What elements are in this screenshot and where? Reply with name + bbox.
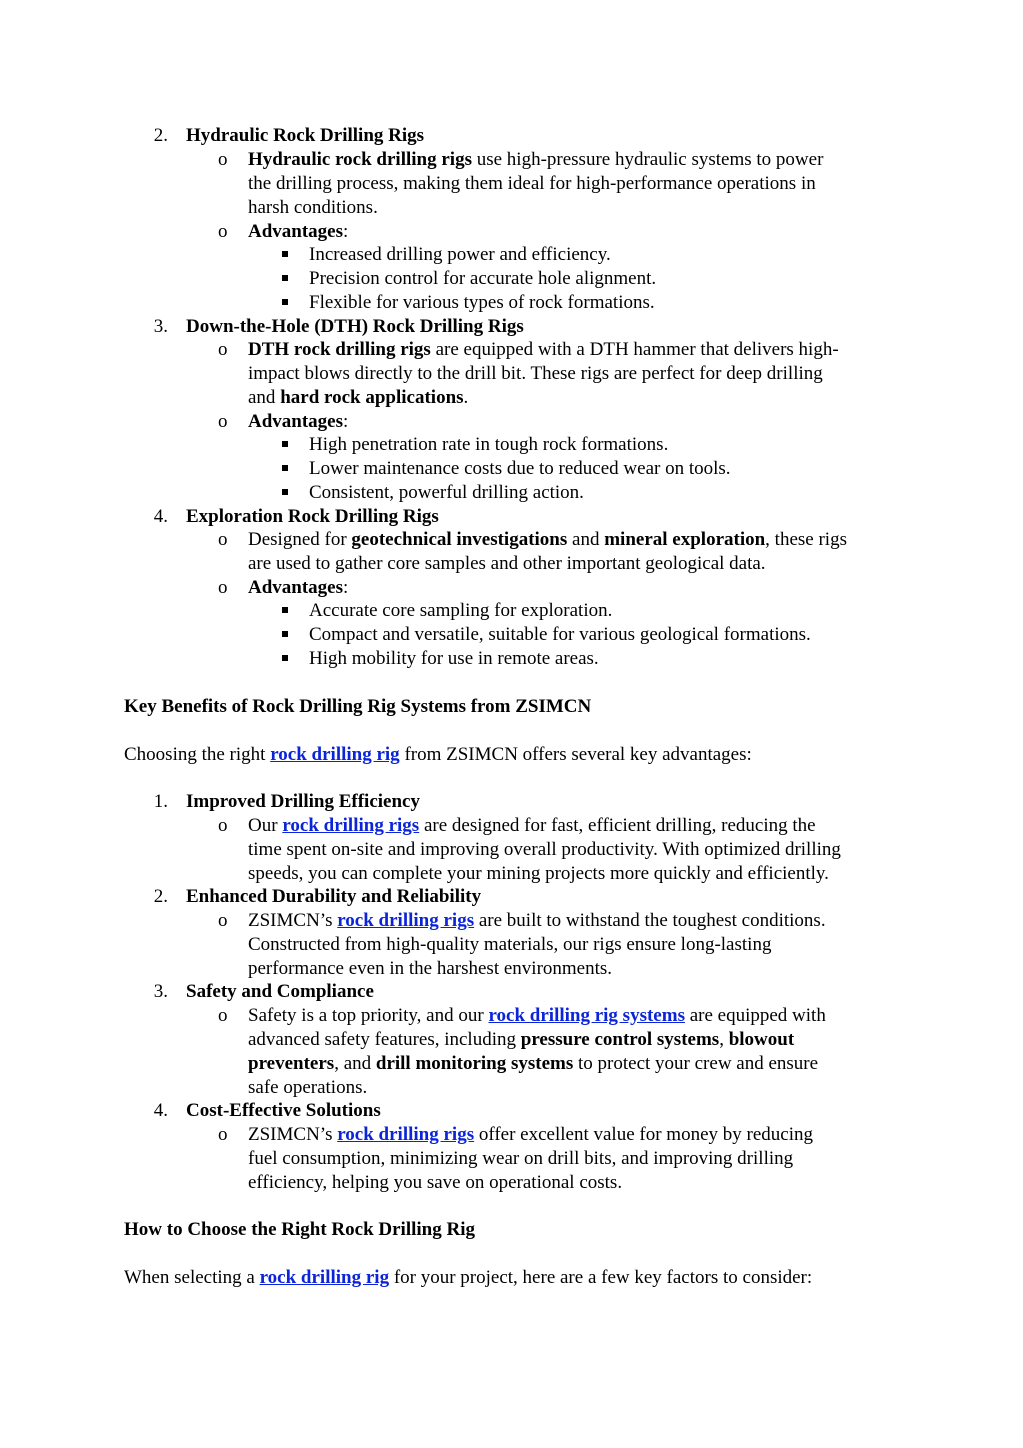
paragraph-line: time spent on-site and improving overall productivity. With optimized drilling xyxy=(248,839,841,860)
list-number: 3. xyxy=(153,981,168,1002)
square-bullet-icon xyxy=(282,465,288,471)
paragraph-line: performance even in the harshest environments. xyxy=(248,958,613,979)
section-heading: Safety and Compliance xyxy=(186,981,374,1002)
paragraph-line: the drilling process, making them ideal for high-performance operations in xyxy=(248,173,816,194)
section-title: Key Benefits of Rock Drilling Rig Systems from ZSIMCN xyxy=(124,696,592,717)
rock-drilling-rigs-link[interactable]: rock drilling rigs xyxy=(282,815,420,836)
paragraph-line: fuel consumption, minimizing wear on drill bits, and improving drilling xyxy=(248,1148,794,1169)
paragraph-line: impact blows directly to the drill bit. These rigs are perfect for deep drilling xyxy=(248,363,823,384)
square-bullet-icon xyxy=(282,251,288,257)
list-number: 4. xyxy=(153,506,168,527)
paragraph-line: DTH rock drilling rigs are equipped with a DTH hammer that delivers high- xyxy=(248,339,839,360)
rock-drilling-rig-link[interactable]: rock drilling rig xyxy=(270,744,400,765)
list-number: 4. xyxy=(153,1100,168,1121)
section-heading: Enhanced Durability and Reliability xyxy=(186,886,482,907)
paragraph-line: Hydraulic rock drilling rigs use high-pressure hydraulic systems to power xyxy=(248,149,824,170)
sub-bullet: o xyxy=(218,910,228,931)
list-item: Lower maintenance costs due to reduced wear on tools. xyxy=(309,458,731,479)
sub-bullet: o xyxy=(218,1005,228,1026)
list-number: 1. xyxy=(153,791,168,812)
paragraph-line: ZSIMCN’s rock drilling rigs offer excellent value for money by reducing xyxy=(248,1124,813,1145)
rock-drilling-rigs-link[interactable]: rock drilling rigs xyxy=(337,910,475,931)
square-bullet-icon xyxy=(282,441,288,447)
paragraph-line: are used to gather core samples and other important geological data. xyxy=(248,553,766,574)
paragraph-line: Constructed from high-quality materials, our rigs ensure long-lasting xyxy=(248,934,772,955)
paragraph-line: Safety is a top priority, and our rock drilling rig systems are equipped with xyxy=(248,1005,826,1026)
square-bullet-icon xyxy=(282,631,288,637)
paragraph-line: advanced safety features, including pressure control systems, blowout xyxy=(248,1029,795,1050)
paragraph-line: When selecting a rock drilling rig for your project, here are a few key factors to consider: xyxy=(124,1267,813,1288)
square-bullet-icon xyxy=(282,655,288,661)
list-item: Compact and versatile, suitable for various geological formations. xyxy=(309,624,811,645)
list-item: High mobility for use in remote areas. xyxy=(309,648,599,669)
rock-drilling-rig-systems-link[interactable]: rock drilling rig systems xyxy=(488,1005,685,1026)
advantages-label: Advantages: xyxy=(248,221,349,242)
paragraph-line: Designed for geotechnical investigations and mineral exploration, these rigs xyxy=(248,529,847,550)
square-bullet-icon xyxy=(282,275,288,281)
list-item: Increased drilling power and efficiency. xyxy=(309,244,611,265)
list-item: Consistent, powerful drilling action. xyxy=(309,482,584,503)
section-title: How to Choose the Right Rock Drilling Rig xyxy=(124,1219,475,1240)
paragraph-line: Choosing the right rock drilling rig from ZSIMCN offers several key advantages: xyxy=(124,744,752,765)
sub-bullet: o xyxy=(218,529,228,550)
rock-drilling-rig-link[interactable]: rock drilling rig xyxy=(259,1267,390,1288)
paragraph-line: Our rock drilling rigs are designed for fast, efficient drilling, reducing the xyxy=(248,815,816,836)
paragraph-line: ZSIMCN’s rock drilling rigs are built to withstand the toughest conditions. xyxy=(248,910,826,931)
sub-bullet: o xyxy=(218,815,228,836)
paragraph-line: harsh conditions. xyxy=(248,197,378,218)
square-bullet-icon xyxy=(282,607,288,613)
paragraph-line: preventers, and drill monitoring systems to protect your crew and ensure xyxy=(248,1053,819,1074)
sub-bullet: o xyxy=(218,1124,228,1145)
section-heading: Cost-Effective Solutions xyxy=(186,1100,381,1121)
sub-bullet: o xyxy=(218,339,228,360)
section-heading: Down-the-Hole (DTH) Rock Drilling Rigs xyxy=(186,316,524,337)
sub-bullet: o xyxy=(218,221,228,242)
sub-bullet: o xyxy=(218,577,228,598)
list-number: 2. xyxy=(153,886,168,907)
section-heading: Hydraulic Rock Drilling Rigs xyxy=(186,125,425,146)
section-heading: Exploration Rock Drilling Rigs xyxy=(186,506,439,527)
paragraph-line: efficiency, helping you save on operational costs. xyxy=(248,1172,623,1193)
list-number: 3. xyxy=(153,316,168,337)
list-item: Flexible for various types of rock formations. xyxy=(309,292,655,313)
list-item: Precision control for accurate hole alignment. xyxy=(309,268,657,289)
list-item: Accurate core sampling for exploration. xyxy=(309,600,613,621)
section-heading: Improved Drilling Efficiency xyxy=(186,791,420,812)
list-number: 2. xyxy=(153,125,168,146)
square-bullet-icon xyxy=(282,489,288,495)
paragraph-line: safe operations. xyxy=(248,1077,368,1098)
rock-drilling-rigs-link[interactable]: rock drilling rigs xyxy=(337,1124,475,1145)
advantages-label: Advantages: xyxy=(248,411,349,432)
advantages-label: Advantages: xyxy=(248,577,349,598)
sub-bullet: o xyxy=(218,411,228,432)
list-item: High penetration rate in tough rock formations. xyxy=(309,434,669,455)
paragraph-line: speeds, you can complete your mining projects more quickly and efficiently. xyxy=(248,863,829,884)
paragraph-line: and hard rock applications. xyxy=(248,387,469,408)
sub-bullet: o xyxy=(218,149,228,170)
square-bullet-icon xyxy=(282,299,288,305)
